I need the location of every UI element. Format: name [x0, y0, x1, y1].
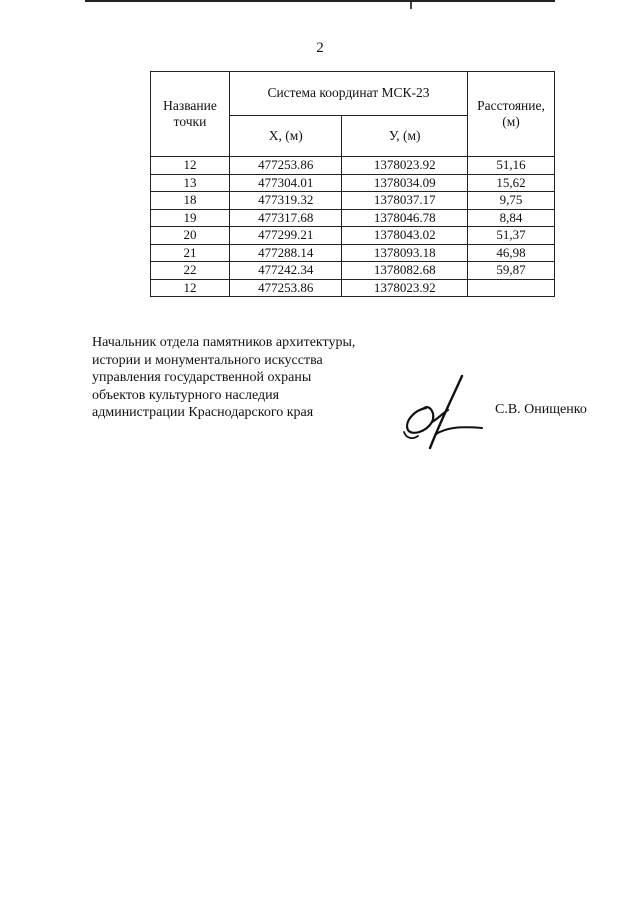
- cell-x: 477242.34: [230, 262, 342, 280]
- cell-y: 1378043.02: [342, 227, 468, 245]
- cell-point: 18: [151, 192, 230, 210]
- position-line: управления государственной охраны: [92, 370, 312, 385]
- cell-x: 477288.14: [230, 244, 342, 262]
- cell-y: 1378082.68: [342, 262, 468, 280]
- cell-y: 1378093.18: [342, 244, 468, 262]
- cell-x: 477317.68: [230, 209, 342, 227]
- cell-distance: 15,62: [468, 174, 555, 192]
- table-row: [151, 209, 555, 227]
- table-row: [151, 174, 555, 192]
- cell-point: 21: [151, 244, 230, 262]
- position-line: Начальник отдела памятников архитектуры,: [92, 335, 356, 350]
- top-rule-tick: [410, 2, 412, 9]
- handwritten-signature: [396, 374, 486, 464]
- header-y: У, (м): [342, 115, 468, 157]
- signatory-position: [92, 334, 402, 422]
- cell-x: 477304.01: [230, 174, 342, 192]
- cell-point: 22: [151, 262, 230, 280]
- cell-y: 1378034.09: [342, 174, 468, 192]
- cell-distance: [468, 279, 555, 297]
- table-row: [151, 262, 555, 280]
- cell-distance: 8,84: [468, 209, 555, 227]
- cell-y: 1378037.17: [342, 192, 468, 210]
- cell-point: 13: [151, 174, 230, 192]
- header-point-name: Название точки: [151, 72, 230, 157]
- cell-distance: 51,37: [468, 227, 555, 245]
- cell-x: 477253.86: [230, 157, 342, 175]
- cell-distance: 51,16: [468, 157, 555, 175]
- table-row: [151, 157, 555, 175]
- position-line: объектов культурного наследия: [92, 387, 280, 403]
- position-line: администрации Краснодарского края: [92, 405, 314, 420]
- cell-distance: 59,87: [468, 262, 555, 280]
- cell-x: 477253.86: [230, 279, 342, 297]
- signer-name: С.В. Онищенко: [495, 402, 587, 417]
- coordinates-table: [150, 71, 555, 297]
- cell-x: 477299.21: [230, 227, 342, 245]
- position-line: истории и монументального искусства: [92, 352, 323, 368]
- cell-distance: 9,75: [468, 192, 555, 210]
- header-distance: Расстояние, (м): [468, 72, 555, 157]
- cell-x: 477319.32: [230, 192, 342, 210]
- cell-distance: 46,98: [468, 244, 555, 262]
- table-row: [151, 279, 555, 297]
- cell-point: 12: [151, 279, 230, 297]
- header-coordinate-system: Система координат МСК-23: [230, 72, 468, 116]
- top-rule: [85, 0, 555, 2]
- table-row: [151, 227, 555, 245]
- cell-point: 19: [151, 209, 230, 227]
- table-row: [151, 244, 555, 262]
- cell-y: 1378023.92: [342, 279, 468, 297]
- cell-y: 1378046.78: [342, 209, 468, 227]
- header-x: Х, (м): [230, 115, 342, 157]
- table-row: [151, 192, 555, 210]
- cell-point: 20: [151, 227, 230, 245]
- page-number: 2: [316, 40, 324, 56]
- cell-point: 12: [151, 157, 230, 175]
- cell-y: 1378023.92: [342, 157, 468, 175]
